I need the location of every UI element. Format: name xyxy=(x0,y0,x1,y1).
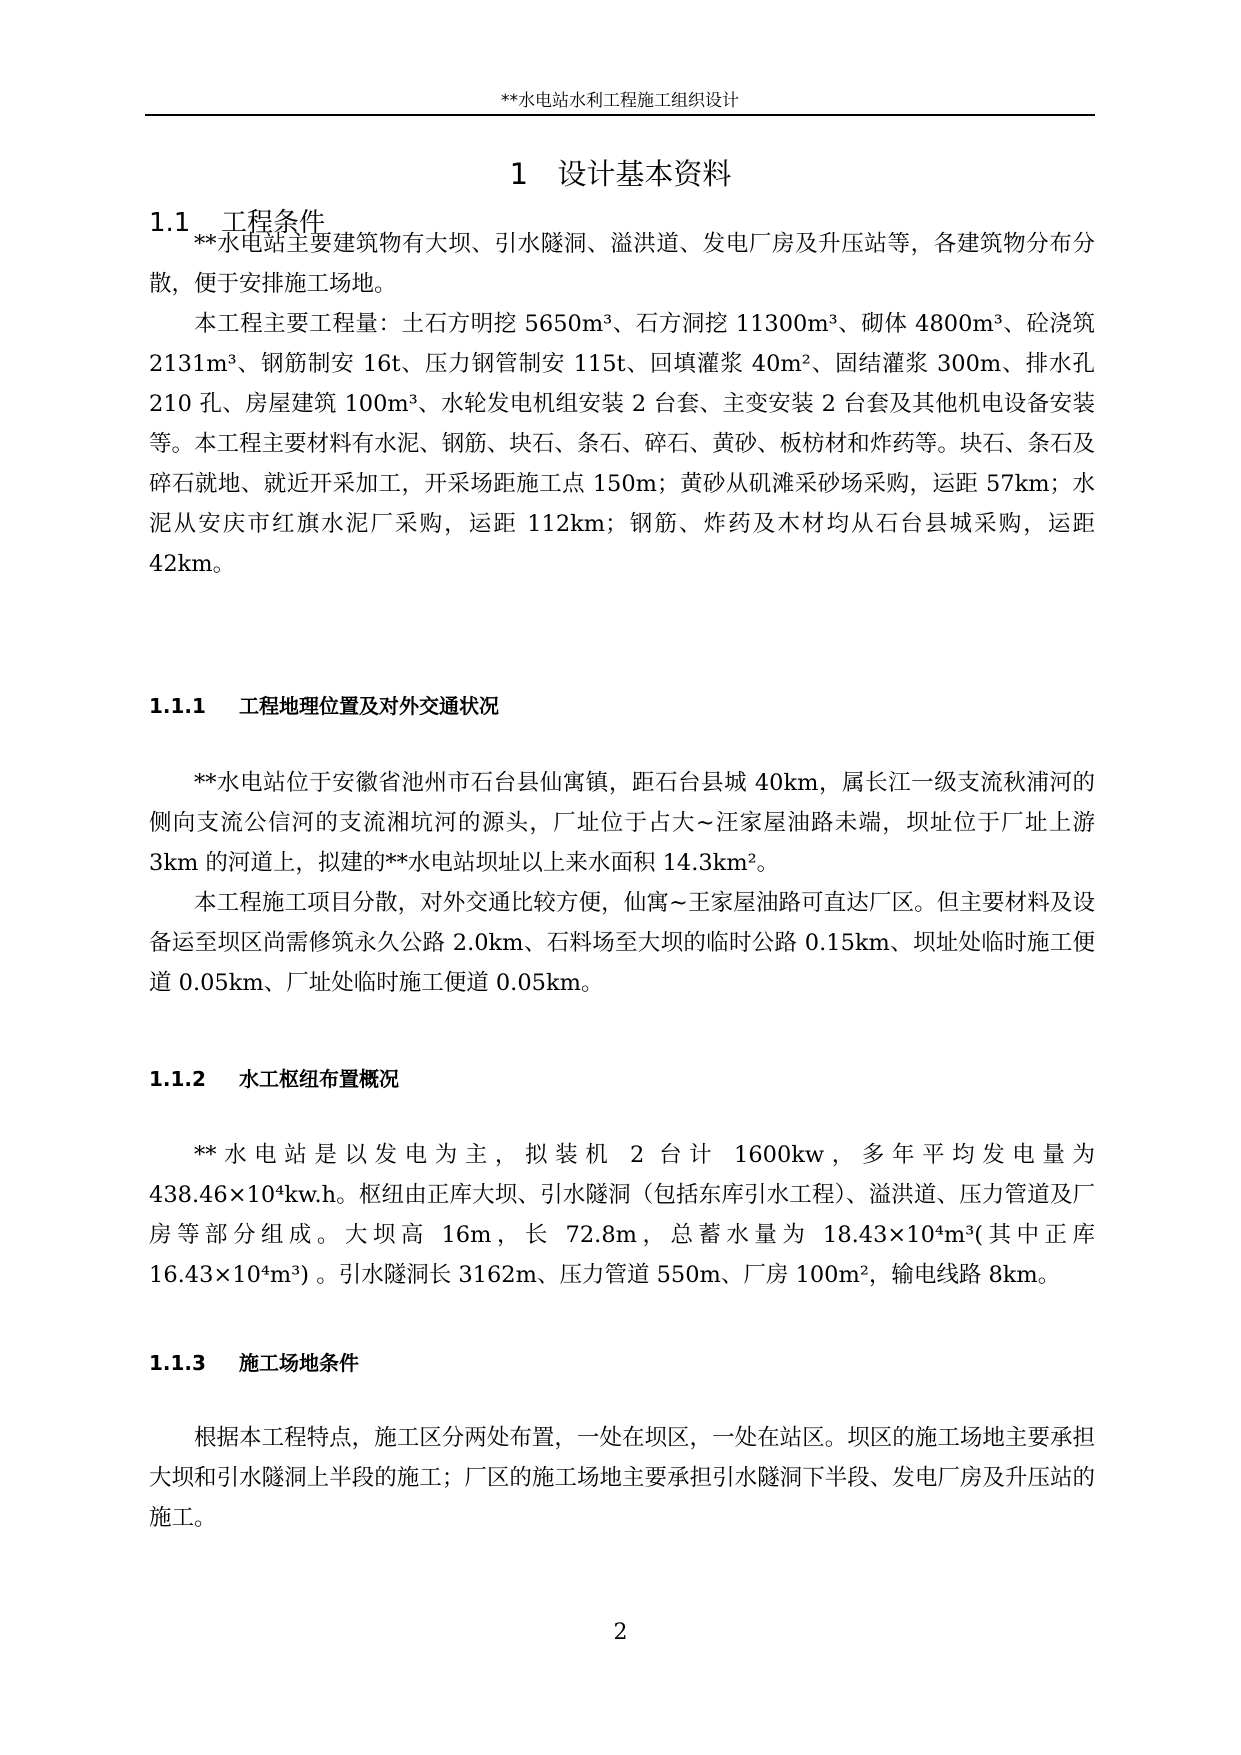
subsection-title: 施工场地条件 xyxy=(239,1351,359,1375)
paragraph: 本工程施工项目分散，对外交通比较方便，仙寓~王家屋油路可直达厂区。但主要材料及设备运至坝区尚需修筑永久公路 2.0km、石料场至大坝的临时公路 0.15km、坝址处临时施工便道 0.05km、厂址处临时施工便道 0.05km。 xyxy=(149,890,1095,996)
subsection-heading xyxy=(149,1347,359,1376)
chapter-number: 1 xyxy=(509,157,529,191)
running-header: **水电站水利工程施工组织设计 xyxy=(501,91,739,111)
chapter-title: 设计基本资料 xyxy=(557,157,732,191)
subsection-title: 工程地理位置及对外交通状况 xyxy=(239,694,499,718)
paragraph: 本工程主要材料有水泥、钢筋、块石、条石、碎石、黄砂、板枋材和炸药等。块石、条石及碎石就地、就近开采加工，开采场距施工点 150m；黄砂从矶滩采砂场采购，运距 57km；水泥从安庆市红旗水泥厂采购，运距 112km；钢筋、炸药及木材均从石台县城采购，运距 42km。 xyxy=(149,431,1095,577)
subsection-title: 水工枢纽布置概况 xyxy=(239,1067,399,1091)
subsection-heading xyxy=(149,690,499,719)
paragraph: 本工程主要工程量：土石方明挖 5650m³、石方洞挖 11300m³、砌体 4800m³、砼浇筑 2131m³、钢筋制安 16t、压力钢管制安 115t、回填灌浆 40m²、固结灌浆 300m、排水孔 210 孔、房屋建筑 100m³、水轮发电机组安装 2 台套、主变安装 2 台套及其他机电设备安装等。 xyxy=(149,311,1095,457)
subsection-heading xyxy=(149,1063,399,1092)
paragraph: **水电站是以发电为主，拟装机 2 台计 1600kw，多年平均发电量为 438.46×10⁴kw.h。枢纽由正库大坝、引水隧洞（包括东库引水工程）、溢洪道、压力管道及厂房等部分组成。大坝高 16m，长 72.8m，总蓄水量为 18.43×10⁴m³(其中正库 16.43×10⁴m³) 。引水隧洞长 3162m、压力管道 550m、厂房 100m²，输电线路 8km。 xyxy=(149,1142,1095,1288)
chapter-heading xyxy=(0,152,1241,193)
section-number: 1.1 xyxy=(149,208,191,238)
paragraph: **水电站位于安徽省池州市石台县仙寓镇，距石台县城 40km，属长江一级支流秋浦河的侧向支流公信河的支流湘坑河的源头，厂址位于占大~汪家屋油路未端，坝址位于厂址上游 3km 的河道上，拟建的**水电站坝址以上来水面积 14.3km²。 xyxy=(149,770,1095,876)
paragraph: 根据本工程特点，施工区分两处布置，一处在坝区，一处在站区。坝区的施工场地主要承担大坝和引水隧洞上半段的施工；厂区的施工场地主要承担引水隧洞下半段、发电厂房及升压站的施工。 xyxy=(149,1425,1095,1531)
header-divider xyxy=(145,114,1095,116)
subsection-number: 1.1.1 xyxy=(149,694,206,718)
section-title: 工程条件 xyxy=(221,208,326,238)
subsection-number: 1.1.2 xyxy=(149,1067,206,1091)
subsection-number: 1.1.3 xyxy=(149,1351,206,1375)
paragraph: **水电站主要建筑物有大坝、引水隧洞、溢洪道、发电厂房及升压站等，各建筑物分布分散，便于安排施工场地。 xyxy=(149,231,1095,297)
page-number: 2 xyxy=(613,1620,628,1645)
